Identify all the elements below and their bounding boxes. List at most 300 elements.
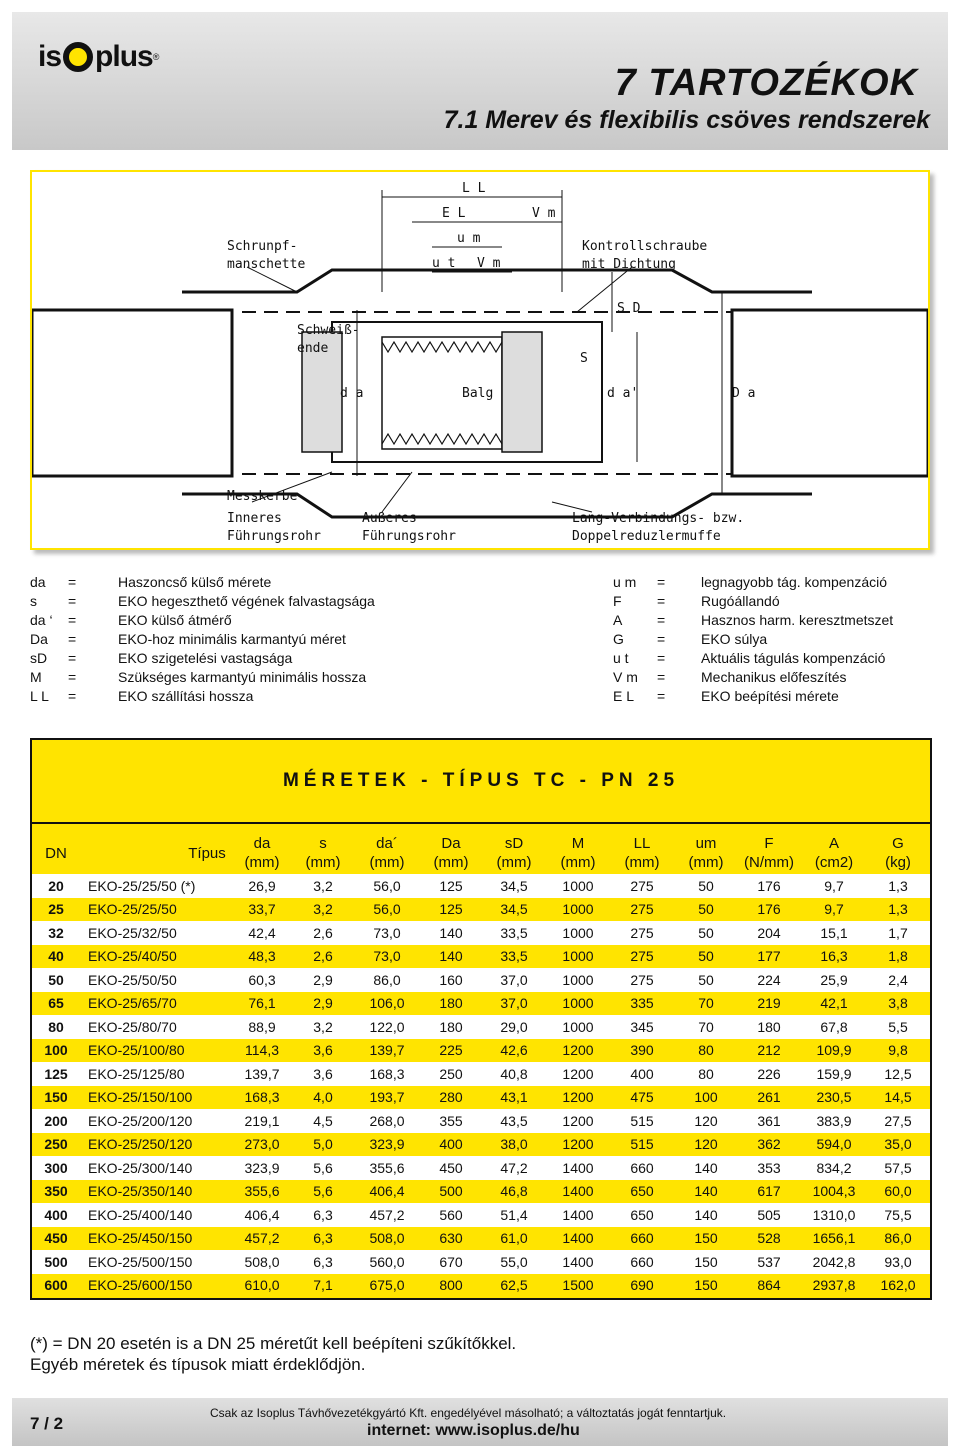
table-cell: 690 [630, 1277, 654, 1294]
table-cell: 457,2 [244, 1230, 280, 1247]
table-cell: 273,0 [244, 1136, 280, 1153]
table-cell: 50 [698, 877, 714, 894]
table-cell: 268,0 [369, 1112, 405, 1129]
table-cell: 160 [439, 971, 463, 988]
label-da: d a [340, 386, 364, 401]
footnote-line-1: (*) = DN 20 esetén is a DN 25 méretűt kell beépíteni szűkítőkkel. [30, 1334, 517, 1353]
table-cell: EKO-25/25/50 [88, 901, 177, 918]
table-cell: 275 [630, 924, 654, 941]
table-cell: 80 [698, 1042, 714, 1059]
table-cell: 800 [439, 1277, 463, 1294]
table-row [32, 1180, 930, 1204]
table-cell: 9,7 [824, 901, 844, 918]
table-row [32, 968, 930, 992]
column-header [34, 844, 78, 863]
table-cell: 88,9 [248, 1018, 276, 1035]
table-cell: 33,5 [500, 948, 528, 965]
table-cell: 261 [757, 1089, 781, 1106]
table-cell: 180 [757, 1018, 781, 1035]
table-cell: 528 [757, 1230, 781, 1247]
legend-eq: = [68, 669, 77, 685]
table-cell: EKO-25/125/80 [88, 1065, 185, 1082]
table-cell: 225 [439, 1042, 463, 1059]
label-lang: Lang-Verbindungs- bzw. [572, 511, 745, 526]
legend-sym: M [30, 669, 42, 685]
table-cell: 50 [48, 971, 64, 988]
table-cell: 38,0 [500, 1136, 528, 1153]
table-cell: 25,9 [820, 971, 848, 988]
label-el: E L [442, 206, 466, 221]
legend-eq: = [68, 593, 77, 609]
table-cell: 125 [439, 901, 463, 918]
legend-eq: = [657, 650, 666, 666]
table-cell: 43,1 [500, 1089, 528, 1106]
table-cell: 42,4 [248, 924, 276, 941]
table-cell: 86,0 [373, 971, 401, 988]
legend-eq: = [68, 574, 77, 590]
column-header [614, 834, 670, 872]
table-cell: 150 [694, 1253, 718, 1270]
column-unit: (mm) [244, 854, 280, 871]
column-header [484, 834, 544, 872]
table-cell: 168,3 [369, 1065, 405, 1082]
table-cell: 27,5 [884, 1112, 912, 1129]
legend-sym: E L [613, 688, 635, 704]
label-messkerbe: Messkerbe [227, 489, 298, 504]
table-cell: 600 [44, 1277, 68, 1294]
table-cell: 475 [630, 1089, 654, 1106]
table-cell: 353 [757, 1159, 781, 1176]
technical-diagram [30, 170, 930, 550]
table-cell: EKO-25/500/150 [88, 1253, 193, 1270]
table-row [32, 874, 930, 898]
label-ausseres: Außeres [362, 511, 417, 526]
table-cell: 361 [757, 1112, 781, 1129]
table-cell: 6,3 [313, 1230, 333, 1247]
table-row [32, 1227, 930, 1251]
legend-row [30, 668, 375, 687]
column-header [868, 834, 928, 872]
table-cell: 350 [44, 1183, 68, 1200]
table-cell: 35,0 [884, 1136, 912, 1153]
isoplus-logo: is plus ® [38, 40, 160, 73]
table-cell: 34,5 [500, 877, 528, 894]
table-cell: 34,5 [500, 901, 528, 918]
legend-row [30, 649, 375, 668]
table-cell: 675,0 [369, 1277, 405, 1294]
table-cell: 40,8 [500, 1065, 528, 1082]
legend-row [30, 630, 375, 649]
label-doppel: Doppelreduzlermuffe [572, 529, 721, 544]
table-cell: 5,0 [313, 1136, 333, 1153]
table-cell: 2,6 [313, 924, 333, 941]
column-name: da´ [376, 835, 398, 852]
table-cell: 25 [48, 901, 64, 918]
legend-desc: Haszoncső külső mérete [118, 574, 272, 590]
legend-eq: = [68, 631, 77, 647]
table-cell: 139,7 [244, 1065, 280, 1082]
column-header [357, 834, 417, 872]
legend-row [613, 592, 893, 611]
table-cell: 400 [630, 1065, 654, 1082]
logo-dot-icon [63, 42, 93, 72]
table-cell: 168,3 [244, 1089, 280, 1106]
table-cell: 2,6 [313, 948, 333, 965]
label-schweiss: Schweiß- [297, 323, 360, 338]
column-name: M [571, 835, 585, 852]
table-cell: 73,0 [373, 924, 401, 941]
table-cell: 16,3 [820, 948, 848, 965]
label-da-prime: d a' [607, 386, 639, 401]
legend-sym: Da [30, 631, 48, 647]
column-header [802, 834, 866, 872]
table-cell: 660 [630, 1253, 654, 1270]
column-name: Típus [188, 845, 226, 862]
table-cell: 1,3 [888, 877, 908, 894]
table-cell: 219 [757, 995, 781, 1012]
column-name: F [764, 835, 774, 852]
table-cell: EKO-25/80/70 [88, 1018, 177, 1035]
table-cell: 1000 [562, 948, 594, 965]
table-cell: 37,0 [500, 971, 528, 988]
table-cell: 204 [757, 924, 781, 941]
table-row [32, 992, 930, 1016]
table-cell: 6,3 [313, 1206, 333, 1223]
copyright-text: Csak az Isoplus Távhővezetékgyártó Kft. engedélyével másolható; a változtatás jogát fenntartjuk. [210, 1406, 727, 1420]
table-cell: 122,0 [369, 1018, 405, 1035]
label-ende: ende [297, 341, 329, 356]
table-cell: 1200 [562, 1112, 594, 1129]
table-cell: 125 [439, 877, 463, 894]
table-cell: 61,0 [500, 1230, 528, 1247]
table-cell: 1200 [562, 1065, 594, 1082]
table-cell: 100 [44, 1042, 68, 1059]
table-cell: 450 [439, 1159, 463, 1176]
table-cell: 20 [48, 877, 64, 894]
table-cell: 2937,8 [812, 1277, 856, 1294]
legend-eq: = [657, 574, 666, 590]
table-cell: 1200 [562, 1042, 594, 1059]
table-cell: 660 [630, 1159, 654, 1176]
legend-row [613, 687, 893, 706]
column-header [423, 834, 479, 872]
table-cell: 355,6 [244, 1183, 280, 1200]
table-cell: 500 [439, 1183, 463, 1200]
table-cell: 224 [757, 971, 781, 988]
diagram-drawing [32, 172, 928, 548]
table-cell: EKO-25/600/150 [88, 1277, 193, 1294]
table-cell: 177 [757, 948, 781, 965]
table-cell: 40 [48, 948, 64, 965]
table-cell: 508,0 [244, 1253, 280, 1270]
table-cell: 176 [757, 877, 781, 894]
legend-desc: EKO külső átmérő [118, 612, 232, 628]
table-cell: 1400 [562, 1253, 594, 1270]
table-cell: 650 [630, 1206, 654, 1223]
table-cell: 594,0 [816, 1136, 852, 1153]
column-unit: (kg) [885, 854, 911, 871]
column-unit: (N/mm) [744, 854, 794, 871]
table-cell: 193,7 [369, 1089, 405, 1106]
table-cell: 505 [757, 1206, 781, 1223]
label-balg: Balg [462, 386, 494, 401]
column-unit: (mm) [624, 854, 660, 871]
table-cell: 150 [694, 1230, 718, 1247]
table-cell: 212 [757, 1042, 781, 1059]
table-cell: EKO-25/400/140 [88, 1206, 193, 1223]
table-cell: 60,0 [884, 1183, 912, 1200]
table-cell: 1656,1 [812, 1230, 856, 1247]
table-cell: 2,9 [313, 995, 333, 1012]
column-header [232, 834, 292, 872]
legend-row [30, 573, 375, 592]
table-cell: 33,7 [248, 901, 276, 918]
table-row [32, 1109, 930, 1133]
table-cell: 50 [698, 971, 714, 988]
table-cell: 42,1 [820, 995, 848, 1012]
table-cell: 159,9 [816, 1065, 852, 1082]
column-header [737, 834, 801, 872]
page-number: 7 / 2 [30, 1414, 64, 1433]
legend-sym: L L [30, 688, 49, 704]
table-cell: 12,5 [884, 1065, 912, 1082]
legend-desc: Rugóállandó [701, 593, 780, 609]
table-cell: 275 [630, 901, 654, 918]
table-cell: 50 [698, 901, 714, 918]
table-cell: 4,5 [313, 1112, 333, 1129]
table-row [32, 1062, 930, 1086]
table-cell: 1000 [562, 924, 594, 941]
table-cell: 14,5 [884, 1089, 912, 1106]
table-cell: 60,3 [248, 971, 276, 988]
table-cell: 56,0 [373, 877, 401, 894]
table-cell: 55,0 [500, 1253, 528, 1270]
table-cell: 109,9 [816, 1042, 852, 1059]
table-cell: 617 [757, 1183, 781, 1200]
table-cell: 280 [439, 1089, 463, 1106]
table-cell: 1400 [562, 1206, 594, 1223]
table-cell: 1,7 [888, 924, 908, 941]
column-header [295, 834, 351, 872]
table-row [32, 1203, 930, 1227]
legend-row [30, 592, 375, 611]
legend-eq: = [657, 593, 666, 609]
table-cell: 3,8 [888, 995, 908, 1012]
page-title: 7 TARTOZÉKOK [614, 62, 918, 104]
legend-row [613, 573, 893, 592]
table-cell: 9,8 [888, 1042, 908, 1059]
table-cell: 37,0 [500, 995, 528, 1012]
legend-desc: legnagyobb tág. kompenzáció [701, 574, 888, 590]
legend-sym: sD [30, 650, 48, 666]
table-cell: 15,1 [820, 924, 848, 941]
table-cell: 50 [698, 948, 714, 965]
table-cell: 355,6 [369, 1159, 405, 1176]
table-cell: 26,9 [248, 877, 276, 894]
label-schrumpf: Schrunpf- [227, 239, 298, 254]
table-cell: 515 [630, 1136, 654, 1153]
table-cell: 515 [630, 1112, 654, 1129]
column-unit: (mm) [305, 854, 341, 871]
table-cell: 1500 [562, 1277, 594, 1294]
table-cell: 67,8 [820, 1018, 848, 1035]
table-cell: 42,6 [500, 1042, 528, 1059]
table-cell: 250 [44, 1136, 68, 1153]
legend-sym: V m [613, 669, 638, 685]
label-ll: L L [462, 181, 486, 196]
table-cell: 1,8 [888, 948, 908, 965]
table-cell: 70 [698, 995, 714, 1012]
legend-desc: Hasznos harm. keresztmetszet [701, 612, 894, 628]
table-cell: 125 [44, 1065, 68, 1082]
table-cell: 32 [48, 924, 64, 941]
legend-eq: = [68, 688, 77, 704]
table-cell: 9,7 [824, 877, 844, 894]
table-cell: 5,6 [313, 1183, 333, 1200]
legend-sym: F [613, 593, 622, 609]
table-cell: 114,3 [245, 1042, 279, 1059]
footnote-line-2: Egyéb méretek és típusok miatt érdeklődjön. [30, 1355, 366, 1374]
column-header [678, 834, 734, 872]
column-name: sD [504, 835, 524, 852]
table-cell: EKO-25/350/140 [88, 1183, 193, 1200]
table-cell: 560 [439, 1206, 463, 1223]
column-unit: (mm) [369, 854, 405, 871]
table-cell: 450 [44, 1230, 68, 1247]
table-cell: 6,3 [313, 1253, 333, 1270]
table-cell: 864 [757, 1277, 781, 1294]
table-cell: EKO-25/150/100 [88, 1089, 193, 1106]
table-cell: 200 [44, 1112, 68, 1129]
table-cell: 1000 [562, 877, 594, 894]
label-ausseres-rohr: Führungsrohr [362, 529, 456, 544]
legend-row [613, 611, 893, 630]
table-cell: 176 [757, 901, 781, 918]
table-cell: 76,1 [248, 995, 276, 1012]
column-name: A [828, 835, 839, 852]
legend-eq: = [657, 688, 666, 704]
table-cell: 660 [630, 1230, 654, 1247]
table-cell: 140 [439, 924, 463, 941]
column-header [550, 834, 606, 872]
label-vm: V m [532, 206, 556, 221]
column-unit: (mm) [560, 854, 596, 871]
table-body [32, 874, 930, 1297]
table-cell: 1,3 [888, 901, 908, 918]
table-cell: 140 [694, 1183, 718, 1200]
table-row [32, 1133, 930, 1157]
table-cell: 73,0 [373, 948, 401, 965]
table-cell: 500 [44, 1253, 68, 1270]
table-cell: 1200 [562, 1136, 594, 1153]
table-cell: 56,0 [373, 901, 401, 918]
legend-row [613, 649, 893, 668]
column-name: G [892, 835, 904, 852]
table-cell: 3,2 [313, 877, 333, 894]
table-cell: 33,5 [500, 924, 528, 941]
table-cell: EKO-25/65/70 [88, 995, 177, 1012]
table-cell: 230,5 [816, 1089, 852, 1106]
table-row [32, 1039, 930, 1063]
column-unit: (mm) [496, 854, 532, 871]
table-cell: 630 [439, 1230, 463, 1247]
table-cell: 5,6 [313, 1159, 333, 1176]
table-cell: 400 [439, 1136, 463, 1153]
table-cell: 219,1 [244, 1112, 280, 1129]
table-row [32, 1250, 930, 1274]
table-cell: 150 [44, 1089, 68, 1106]
table-cell: 650 [630, 1183, 654, 1200]
table-cell: 140 [439, 948, 463, 965]
table-cell: 1400 [562, 1230, 594, 1247]
table-cell: 457,2 [369, 1206, 405, 1223]
table-cell: 65 [48, 995, 64, 1012]
legend-sym: da [30, 574, 46, 590]
label-vm2: V m [477, 256, 501, 271]
table-cell: 537 [757, 1253, 781, 1270]
table-cell: 275 [630, 971, 654, 988]
label-kontroll: Kontrollschraube [582, 239, 708, 254]
table-cell: 1400 [562, 1159, 594, 1176]
label-dichtung: mit Dichtung [582, 257, 676, 272]
label-inneres-rohr: Führungsrohr [227, 529, 321, 544]
label-s: S [580, 351, 588, 366]
legend-desc: EKO szállítási hossza [118, 688, 254, 704]
page-footer [12, 1398, 948, 1446]
table-cell: 1310,0 [812, 1206, 856, 1223]
table-cell: 62,5 [500, 1277, 528, 1294]
table-cell: 610,0 [244, 1277, 280, 1294]
table-cell: 120 [694, 1112, 718, 1129]
legend-row [613, 668, 893, 687]
column-unit: (mm) [688, 854, 724, 871]
table-cell: EKO-25/50/50 [88, 971, 177, 988]
column-name: da [253, 835, 271, 852]
table-cell: 2,9 [313, 971, 333, 988]
legend-sym: G [613, 631, 624, 647]
table-cell: 48,3 [248, 948, 276, 965]
table-row [32, 945, 930, 969]
table-cell: EKO-25/40/50 [88, 948, 177, 965]
column-unit: (cm2) [814, 854, 854, 871]
column-name: DN [45, 845, 67, 862]
table-cell: 46,8 [500, 1183, 528, 1200]
table-cell: 57,5 [884, 1159, 912, 1176]
table-cell: 300 [44, 1159, 68, 1176]
table-cell: 226 [757, 1065, 781, 1082]
table-cell: 93,0 [884, 1253, 912, 1270]
column-name: Da [441, 835, 461, 852]
table-cell: 834,2 [816, 1159, 852, 1176]
table-cell: 1000 [562, 995, 594, 1012]
table-cell: 1000 [562, 901, 594, 918]
legend-desc: Aktuális tágulás kompenzáció [701, 650, 886, 666]
table-cell: 139,7 [369, 1042, 405, 1059]
table-cell: 180 [439, 1018, 463, 1035]
table-cell: 51,4 [500, 1206, 528, 1223]
table-row [32, 1274, 930, 1298]
table-cell: 345 [630, 1018, 654, 1035]
column-name: um [695, 835, 717, 852]
website-link[interactable]: internet: www.isoplus.de/hu [367, 1422, 580, 1439]
table-cell: 75,5 [884, 1206, 912, 1223]
column-name: LL [633, 835, 651, 852]
legend-sym: u t [613, 650, 629, 666]
table-row [32, 1086, 930, 1110]
table-cell: 140 [694, 1159, 718, 1176]
table-cell: 50 [698, 924, 714, 941]
table-cell: 106,0 [369, 995, 405, 1012]
